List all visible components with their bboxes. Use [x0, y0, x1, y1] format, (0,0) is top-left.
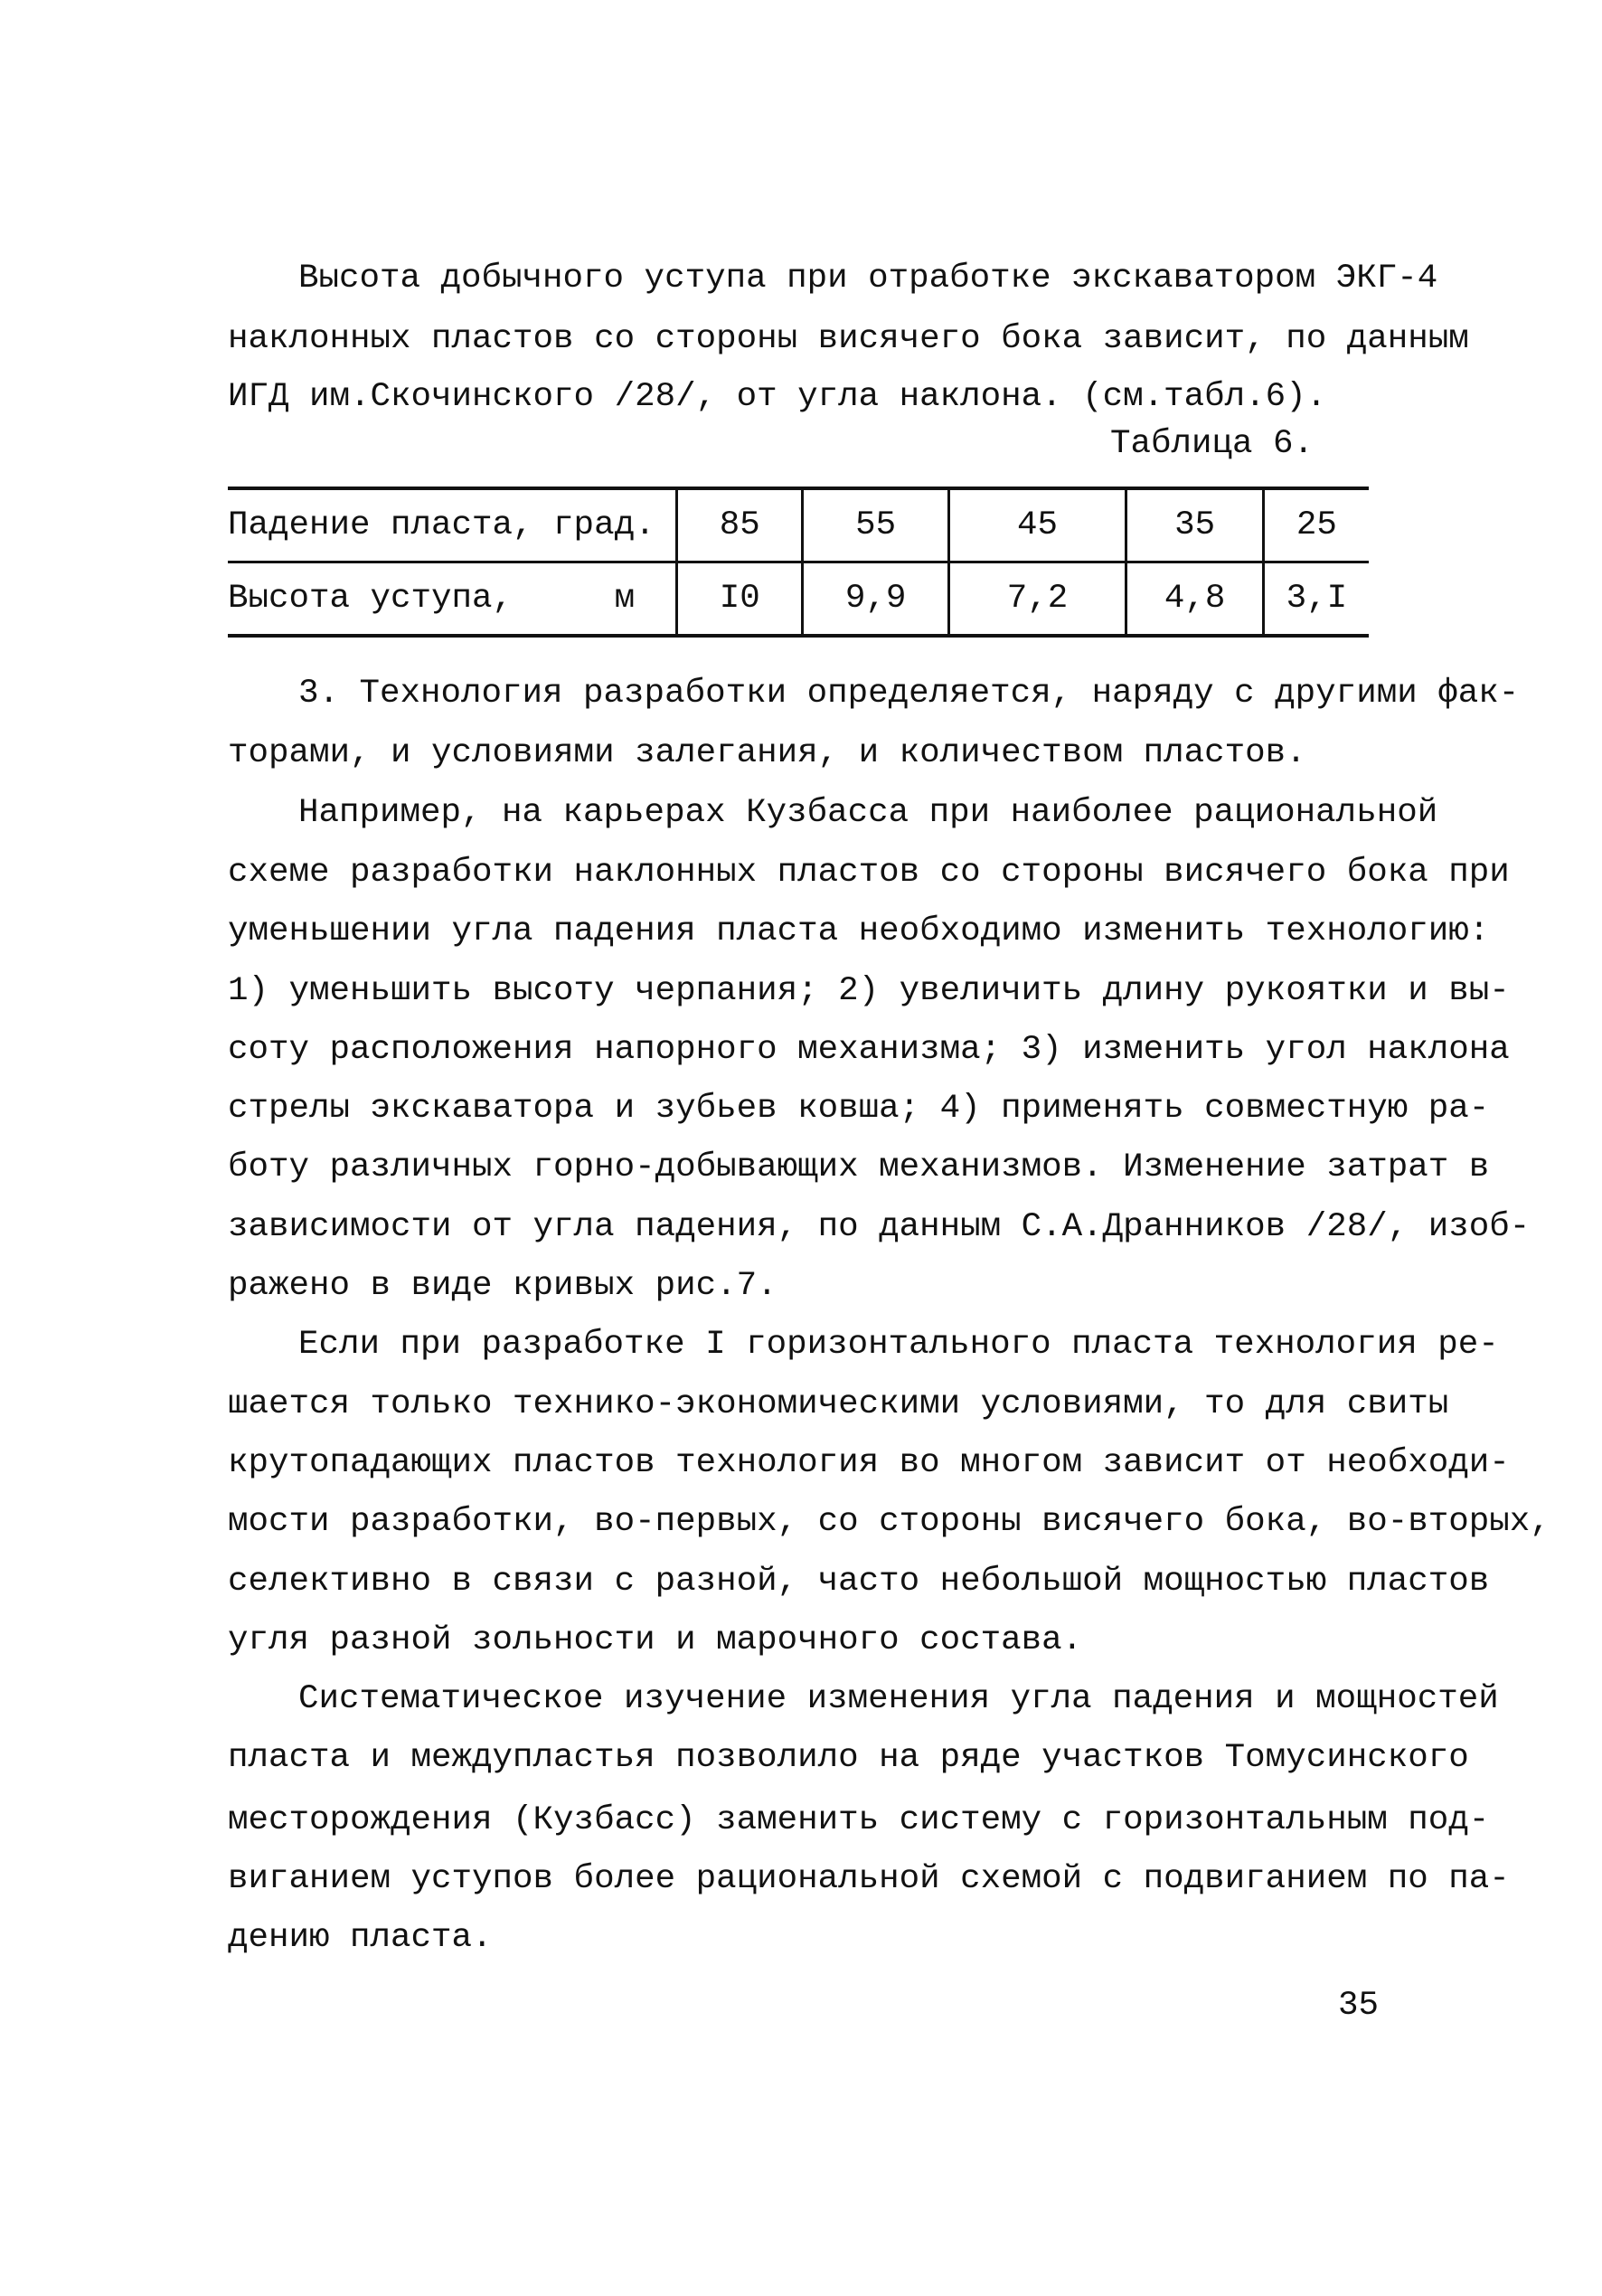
para4-line-3: уменьшении угла падения пласта необходимо изменить технологию: — [228, 912, 1490, 950]
para4-line-7: боту различных горно-добывающих механизмов. Изменение затрат в — [228, 1148, 1490, 1186]
para3-line-1: 3. Технология разработки определяется, наряду с другими фак- — [298, 675, 1520, 713]
table-caption: Таблица 6. — [1110, 425, 1315, 463]
cell-dip-1: 85 — [677, 488, 803, 562]
cell-dip-4: 35 — [1126, 488, 1263, 562]
intro-line-3: ИГД им.Скочинского /28/, от угла наклона. (см.табл.6). — [228, 378, 1327, 416]
cell-dip-3: 45 — [948, 488, 1126, 562]
para5-line-3: крутопадающих пластов технология во многом зависит от необходи- — [228, 1444, 1510, 1482]
para4-line-9: ражено в виде кривых рис.7. — [228, 1267, 777, 1305]
row-label-bench-height: Высота уступа, м — [228, 562, 677, 637]
para6-line-2: пласта и междупластья позволило на ряде участков Томусинского — [228, 1739, 1469, 1777]
cell-height-3: 7,2 — [948, 562, 1126, 637]
para5-line-5: селективно в связи с разной, часто небольшой мощностью пластов — [228, 1563, 1490, 1601]
para5-line-2: шается только технико-экономическими условиями, то для свиты — [228, 1385, 1449, 1423]
para4-line-6: стрелы экскаватора и зубьев ковша; 4) применять совместную ра- — [228, 1090, 1490, 1128]
para6-line-1: Систематическое изучение изменения угла падения и мощностей — [298, 1680, 1499, 1718]
para5-line-1: Если при разработке I горизонтального пласта технология ре- — [298, 1326, 1499, 1364]
para4-line-1: Например, на карьерах Кузбасса при наиболее рациональной — [298, 794, 1438, 832]
para6-line-3: месторождения (Кузбасс) заменить систему с горизонтальным под- — [228, 1801, 1490, 1839]
cell-height-5: 3,I — [1263, 562, 1369, 637]
cell-height-4: 4,8 — [1126, 562, 1263, 637]
para3-line-2: торами, и условиями залегания, и количеством пластов. — [228, 734, 1306, 772]
para4-line-5: соту расположения напорного механизма; 3) изменить угол наклона — [228, 1031, 1510, 1069]
para6-line-4: виганием уступов более рациональной схемой с подвиганием по па- — [228, 1860, 1510, 1898]
table-row-dip-angle — [228, 488, 1369, 562]
para4-line-8: зависимости от угла падения, по данным С.А.Дранников /28/, изоб- — [228, 1208, 1531, 1246]
data-table — [228, 487, 1369, 638]
table-row-bench-height — [228, 562, 1369, 637]
cell-dip-2: 55 — [803, 488, 948, 562]
cell-height-1: I0 — [677, 562, 803, 637]
para4-line-4: 1) уменьшить высоту черпания; 2) увеличить длину рукоятки и вы- — [228, 972, 1510, 1010]
page-number: 35 — [1338, 1987, 1380, 2025]
para5-line-6: угля разной зольности и марочного состава. — [228, 1621, 1083, 1659]
row-label-dip-angle: Падение пласта, град. — [228, 488, 677, 562]
intro-line-2: наклонных пластов со стороны висячего бока зависит, по данным — [228, 320, 1469, 358]
para4-line-2: схеме разработки наклонных пластов со стороны висячего бока при — [228, 854, 1510, 892]
cell-height-2: 9,9 — [803, 562, 948, 637]
cell-dip-5: 25 — [1263, 488, 1369, 562]
para5-line-4: мости разработки, во-первых, со стороны висячего бока, во-вторых, — [228, 1503, 1550, 1541]
para6-line-5: дению пласта. — [228, 1919, 493, 1957]
intro-line-1: Высота добычного уступа при отработке экскаватором ЭКГ-4 — [298, 260, 1438, 298]
